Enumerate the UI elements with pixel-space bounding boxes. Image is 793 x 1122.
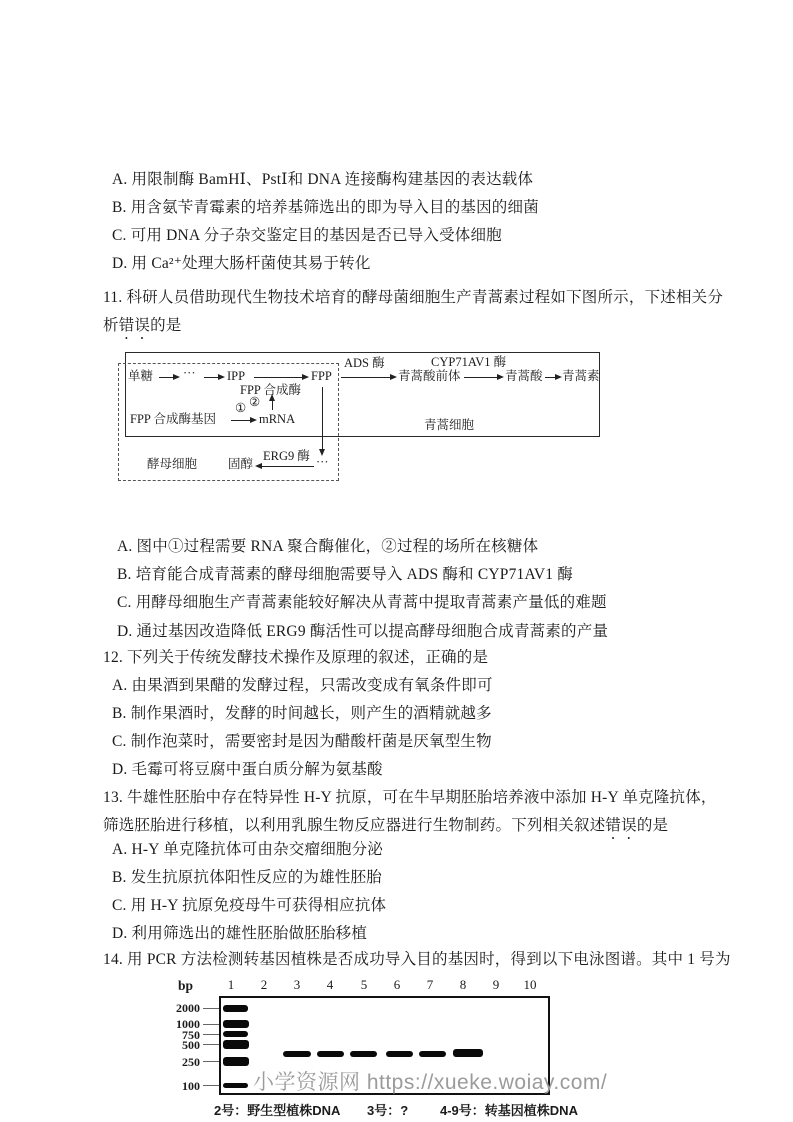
ladder-label-100: 100 — [182, 1079, 200, 1093]
marker-band-100bp — [223, 1083, 248, 1088]
gel-lane-number-8: 8 — [459, 977, 467, 992]
gel-lane-number-5: 5 — [360, 977, 368, 992]
sample-band-lane-4 — [317, 1051, 344, 1057]
diagram-ads-enzyme-label: ADS 酶 — [344, 356, 385, 370]
arrow-gene-to-mrna — [231, 420, 255, 421]
q11-option-d: D. 通过基因改造降低 ERG9 酶活性可以提高酵母细胞合成青蒿素的产量 — [117, 623, 609, 640]
ladder-tick-1000 — [203, 1024, 219, 1025]
arrow-dots-to-ipp — [204, 377, 223, 378]
q12-stem: 12. 下列关于传统发酵技术操作及原理的叙述，正确的是 — [103, 649, 489, 666]
diagram-ellipsis-top: ··· — [183, 366, 196, 380]
arrow-precursor-to-acid — [464, 377, 502, 378]
arrow-monosaccharide-to-dots — [159, 377, 178, 378]
q11-option-b: B. 培育能合成青蒿素的酵母细胞需要导入 ADS 酶和 CYP71AV1 酶 — [117, 566, 573, 583]
marker-band-2000bp — [223, 1005, 248, 1012]
diagram-precursor-label: 青蒿酸前体 — [398, 369, 461, 383]
q13-option-b: B. 发生抗原抗体阳性反应的为雄性胚胎 — [112, 869, 382, 886]
diagram-ipp-label: IPP — [227, 369, 246, 383]
gel-caption-lane2: 2号：野生型植株DNA — [214, 1103, 341, 1118]
arrow-acid-to-artemisinin — [545, 377, 560, 378]
diagram-fpp-gene-label: FPP 合成酶基因 — [130, 412, 217, 426]
gel-lane-number-3: 3 — [293, 977, 301, 992]
arrow-ipp-to-fpp — [254, 377, 307, 378]
ladder-tick-500 — [203, 1044, 219, 1045]
arrow-fpp-to-sterol-path — [322, 387, 323, 454]
ladder-label-2000: 2000 — [176, 1001, 200, 1015]
diagram-artemisinic-acid-label: 青蒿酸 — [505, 369, 543, 383]
marker-band-250bp — [223, 1057, 249, 1066]
q13-stem-line2-post: 的是 — [636, 817, 669, 834]
ladder-label-750: 750 — [182, 1028, 200, 1042]
q11-stem-line2-post: 的是 — [150, 317, 182, 334]
ladder-label-1000: 1000 — [176, 1017, 200, 1031]
ladder-tick-750 — [203, 1034, 219, 1035]
marker-band-500bp — [223, 1040, 249, 1049]
gel-bp-unit-label: bp — [178, 978, 194, 993]
gel-caption-lanes4-9: 4-9号：转基因植株DNA — [440, 1103, 578, 1118]
diagram-cyp71av1-label: CYP71AV1 酶 — [431, 355, 507, 369]
gel-lane-number-1: 1 — [227, 977, 235, 992]
diagram-sterol-label: 固醇 — [228, 457, 254, 471]
q13-option-d: D. 利用筛选出的雄性胚胎做胚胎移植 — [112, 925, 368, 942]
gel-lane-number-7: 7 — [426, 977, 434, 992]
q13-stem-line1: 13. 牛雄性胚胎中存在特异性 H-Y 抗原，可在牛早期胚胎培养液中添加 H-Y 单克隆抗体， — [103, 789, 717, 806]
q13-stem-line2-pre: 筛选胚胎进行移植，以利用乳腺生物反应器进行生物制药。下列相关叙述 — [103, 817, 606, 834]
arrow-dots-to-sterol — [257, 466, 314, 467]
diagram-erg9-label: ERG9 酶 — [263, 449, 310, 463]
diagram-fpp-synthase-label: FPP 合成酶 — [240, 383, 302, 397]
q11-stem-line2-pre: 析 — [103, 317, 119, 334]
q11-stem-emphasis: 错误 — [118, 317, 151, 334]
q10-option-d: D. 用 Ca²⁺处理大肠杆菌使其易于转化 — [112, 255, 371, 272]
gel-caption-lane3: 3号：? — [367, 1103, 409, 1118]
q11-option-c: C. 用酵母细胞生产青蒿素能较好解决从青蒿中提取青蒿素产量低的难题 — [117, 594, 607, 611]
gel-lane-number-6: 6 — [393, 977, 401, 992]
marker-band-1000bp — [223, 1020, 249, 1028]
watermark-text: 小学资源网 https://xueke.woiay.com/ — [253, 1071, 608, 1094]
q13-option-c: C. 用 H-Y 抗原免疫母牛可获得相应抗体 — [112, 897, 387, 914]
ladder-tick-250 — [203, 1061, 219, 1062]
sample-band-lane-6 — [386, 1051, 413, 1057]
gel-lane-number-10: 10 — [523, 977, 537, 992]
q11-stem-line2 — [103, 316, 182, 343]
q13-option-a: A. H-Y 单克隆抗体可由杂交瘤细胞分泌 — [112, 841, 383, 858]
gel-lane-number-4: 4 — [326, 977, 334, 992]
q10-option-b: B. 用含氨苄青霉素的培养基筛选出的即为导入目的基因的细菌 — [112, 199, 539, 216]
q12-option-d: D. 毛霉可将豆腐中蛋白质分解为氨基酸 — [112, 761, 383, 778]
sample-band-lane-7 — [419, 1051, 446, 1057]
sample-band-lane-5 — [350, 1051, 377, 1057]
diagram-monosaccharide-label: 单糖 — [128, 369, 154, 383]
ladder-label-250: 250 — [182, 1055, 200, 1069]
diagram-yeast-cell-label: 酵母细胞 — [147, 457, 198, 471]
q14-stem: 14. 用 PCR 方法检测转基因植株是否成功导入目的基因时，得到以下电泳图谱。其中 1 号为 — [103, 951, 731, 968]
q10-option-a: A. 用限制酶 BamHⅠ、PstⅠ和 DNA 连接酶构建基因的表达载体 — [112, 171, 534, 188]
marker-band-750bp — [223, 1031, 248, 1037]
arrow-fpp-to-precursor — [341, 377, 395, 378]
q13-stem-emphasis: 错误 — [605, 817, 637, 834]
sample-band-lane-8 — [453, 1049, 483, 1057]
q12-option-b: B. 制作果酒时，发酵的时间越长，则产生的酒精就越多 — [112, 705, 492, 722]
q12-option-c: C. 制作泡菜时，需要密封是因为醋酸杆菌是厌氧型生物 — [112, 733, 492, 750]
q11-option-a: A. 图中①过程需要 RNA 聚合酶催化，②过程的场所在核糖体 — [117, 538, 539, 555]
diagram-mrna-label: mRNA — [259, 412, 296, 426]
q12-option-a: A. 由果酒到果醋的发酵过程，只需改变成有氧条件即可 — [112, 677, 493, 694]
q13-stem-line2 — [103, 816, 668, 843]
diagram-artemisinin-label: 青蒿素 — [562, 369, 600, 383]
arrow-mrna-to-protein — [272, 396, 273, 410]
sample-band-lane-3 — [283, 1051, 311, 1057]
ladder-tick-2000 — [203, 1008, 219, 1009]
q11-stem-line1: 11. 科研人员借助现代生物技术培育的酵母菌细胞生产青蒿素过程如下图所示，下述相关分 — [103, 289, 724, 306]
diagram-step2-label: ② — [249, 395, 261, 409]
gel-lane-number-9: 9 — [492, 977, 500, 992]
diagram-fpp-label: FPP — [311, 369, 332, 383]
diagram-ellipsis-bottom: ··· — [316, 455, 329, 469]
diagram-artemisia-cell-label: 青蒿细胞 — [424, 418, 475, 432]
ladder-tick-100 — [203, 1085, 219, 1086]
diagram-step1-label: ① — [235, 401, 247, 415]
ladder-label-500: 500 — [182, 1038, 200, 1052]
q10-option-c: C. 可用 DNA 分子杂交鉴定目的基因是否已导入受体细胞 — [112, 227, 502, 244]
gel-lane-number-2: 2 — [260, 977, 268, 992]
